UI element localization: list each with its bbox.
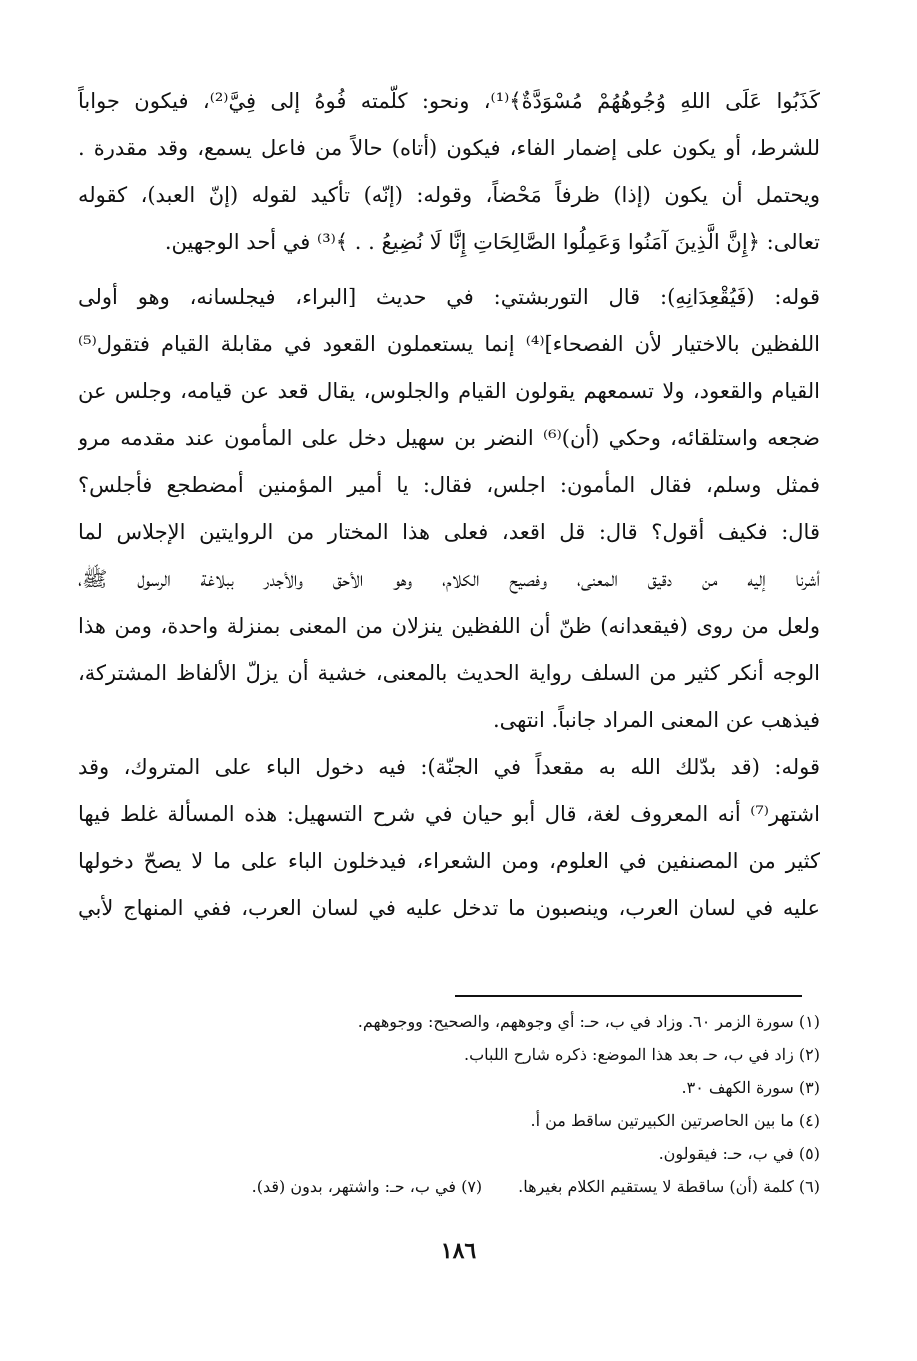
body-line: ويحتمل أن يكون (إذا) ظرفاً مَحْضاً، وقوله: (إنّه) تأكيد لقوله (إنّ العبد)، كقوله: [78, 183, 820, 207]
body-line: كَذَبُوا عَلَى اللهِ وُجُوهُهُمْ مُسْوَدَّةٌ﴾⁽¹⁾، ونحو: كلّمته فُوهُ إلى فِيَّ⁽²⁾، فيكون جواباً: [78, 89, 820, 113]
body-line: عليه في لسان العرب، وينصبون ما تدخل عليه في لسان العرب، ففي المنهاج لأبي: [78, 896, 820, 920]
body-line: فيذهب عن المعنى المراد جانباً. انتهى.: [493, 708, 820, 732]
footnote: (٦) كلمة (أن) ساقطة لا يستقيم الكلام بغيرها.: [518, 1177, 820, 1196]
body-line: قوله: (قد بدّلك الله به مقعداً في الجنّة): فيه دخول الباء على المتروك، وقد: [78, 755, 820, 779]
footnote-row: [78, 1170, 820, 1203]
body-line: فمثل وسلم، فقال المأمون: اجلس، فقال: يا أمير المؤمنين أمضطجع فأجلس؟: [78, 473, 820, 497]
footnotes: [78, 1005, 820, 1203]
body-line: القيام والقعود، ولا تسمعهم يقولون القيام والجلوس، يقال قعد عن قيامه، وجلس عن: [78, 379, 820, 403]
body-line: للشرط، أو يكون على إضمار الفاء، فيكون (أتاه) حالاً من فاعل يسمع، وقد مقدرة .: [78, 136, 820, 160]
body-line: تعالى: ﴿إِنَّ الَّذِينَ آمَنُوا وَعَمِلُوا الصَّالِحَاتِ إِنَّا لَا نُضِيعُ . . ﴾⁽³⁾ في أحد الوجهين.: [164, 230, 820, 254]
body-line: أشرنا إليه من دقيق المعنى، وفصيح الكلام، وهو الأحق والأجدر ببلاغة الرسول ﷺ،: [78, 567, 820, 591]
body-text: [78, 78, 820, 932]
body-line: اللفظين بالاختيار لأن الفصحاء]⁽⁴⁾ إنما يستعملون القعود في مقابلة القيام فتقول⁽⁵⁾: [78, 332, 820, 356]
body-line: اشتهر⁽⁷⁾ أنه المعروف لغة، قال أبو حيان في شرح التسهيل: هذه المسألة غلط فيها: [78, 802, 820, 826]
footnote: (١) سورة الزمر ٦٠. وزاد في ب، حـ: أي وجوههم، والصحيح: ووجوههم.: [357, 1012, 820, 1031]
body-line: قوله: (فَيُقْعِدَانِهِ): قال التوربشتي: في حديث [البراء، فيجلسانه، وهو أولى: [78, 285, 820, 309]
body-line: الوجه أنكر كثير من السلف رواية الحديث بالمعنى، خشية أن يزلّ الألفاظ المشتركة،: [78, 661, 820, 685]
footnote: (٥) في ب، حـ: فيقولون.: [658, 1144, 820, 1163]
footnote-divider: [455, 995, 802, 997]
body-line: ولعل من روى (فيقعدانه) ظنّ أن اللفظين ينزلان من المعنى بمنزلة واحدة، ومن هذا: [78, 614, 820, 638]
body-line: ضجعه واستلقائه، وحكي (أن)⁽⁶⁾ النضر بن سهيل دخل على المأمون عند مقدمه مرو: [78, 426, 820, 450]
footnote: (٧) في ب، حـ: واشتهر، بدون (قد).: [251, 1177, 483, 1196]
page-number: ١٨٦: [440, 1238, 477, 1264]
footnote: (٤) ما بين الحاصرتين الكبيرتين ساقط من أ.: [530, 1111, 820, 1130]
body-line: قال: فكيف أقول؟ قال: قل اقعد، فعلى هذا المختار من الروايتين الإجلاس لما: [78, 520, 820, 544]
footnote: (٣) سورة الكهف ٣٠.: [681, 1078, 820, 1097]
body-line: كثير من المصنفين في العلوم، ومن الشعراء، فيدخلون الباء على ما لا يصحّ دخولها: [78, 849, 820, 873]
footnote: (٢) زاد في ب، حـ بعد هذا الموضع: ذكره شارح اللباب.: [464, 1045, 820, 1064]
